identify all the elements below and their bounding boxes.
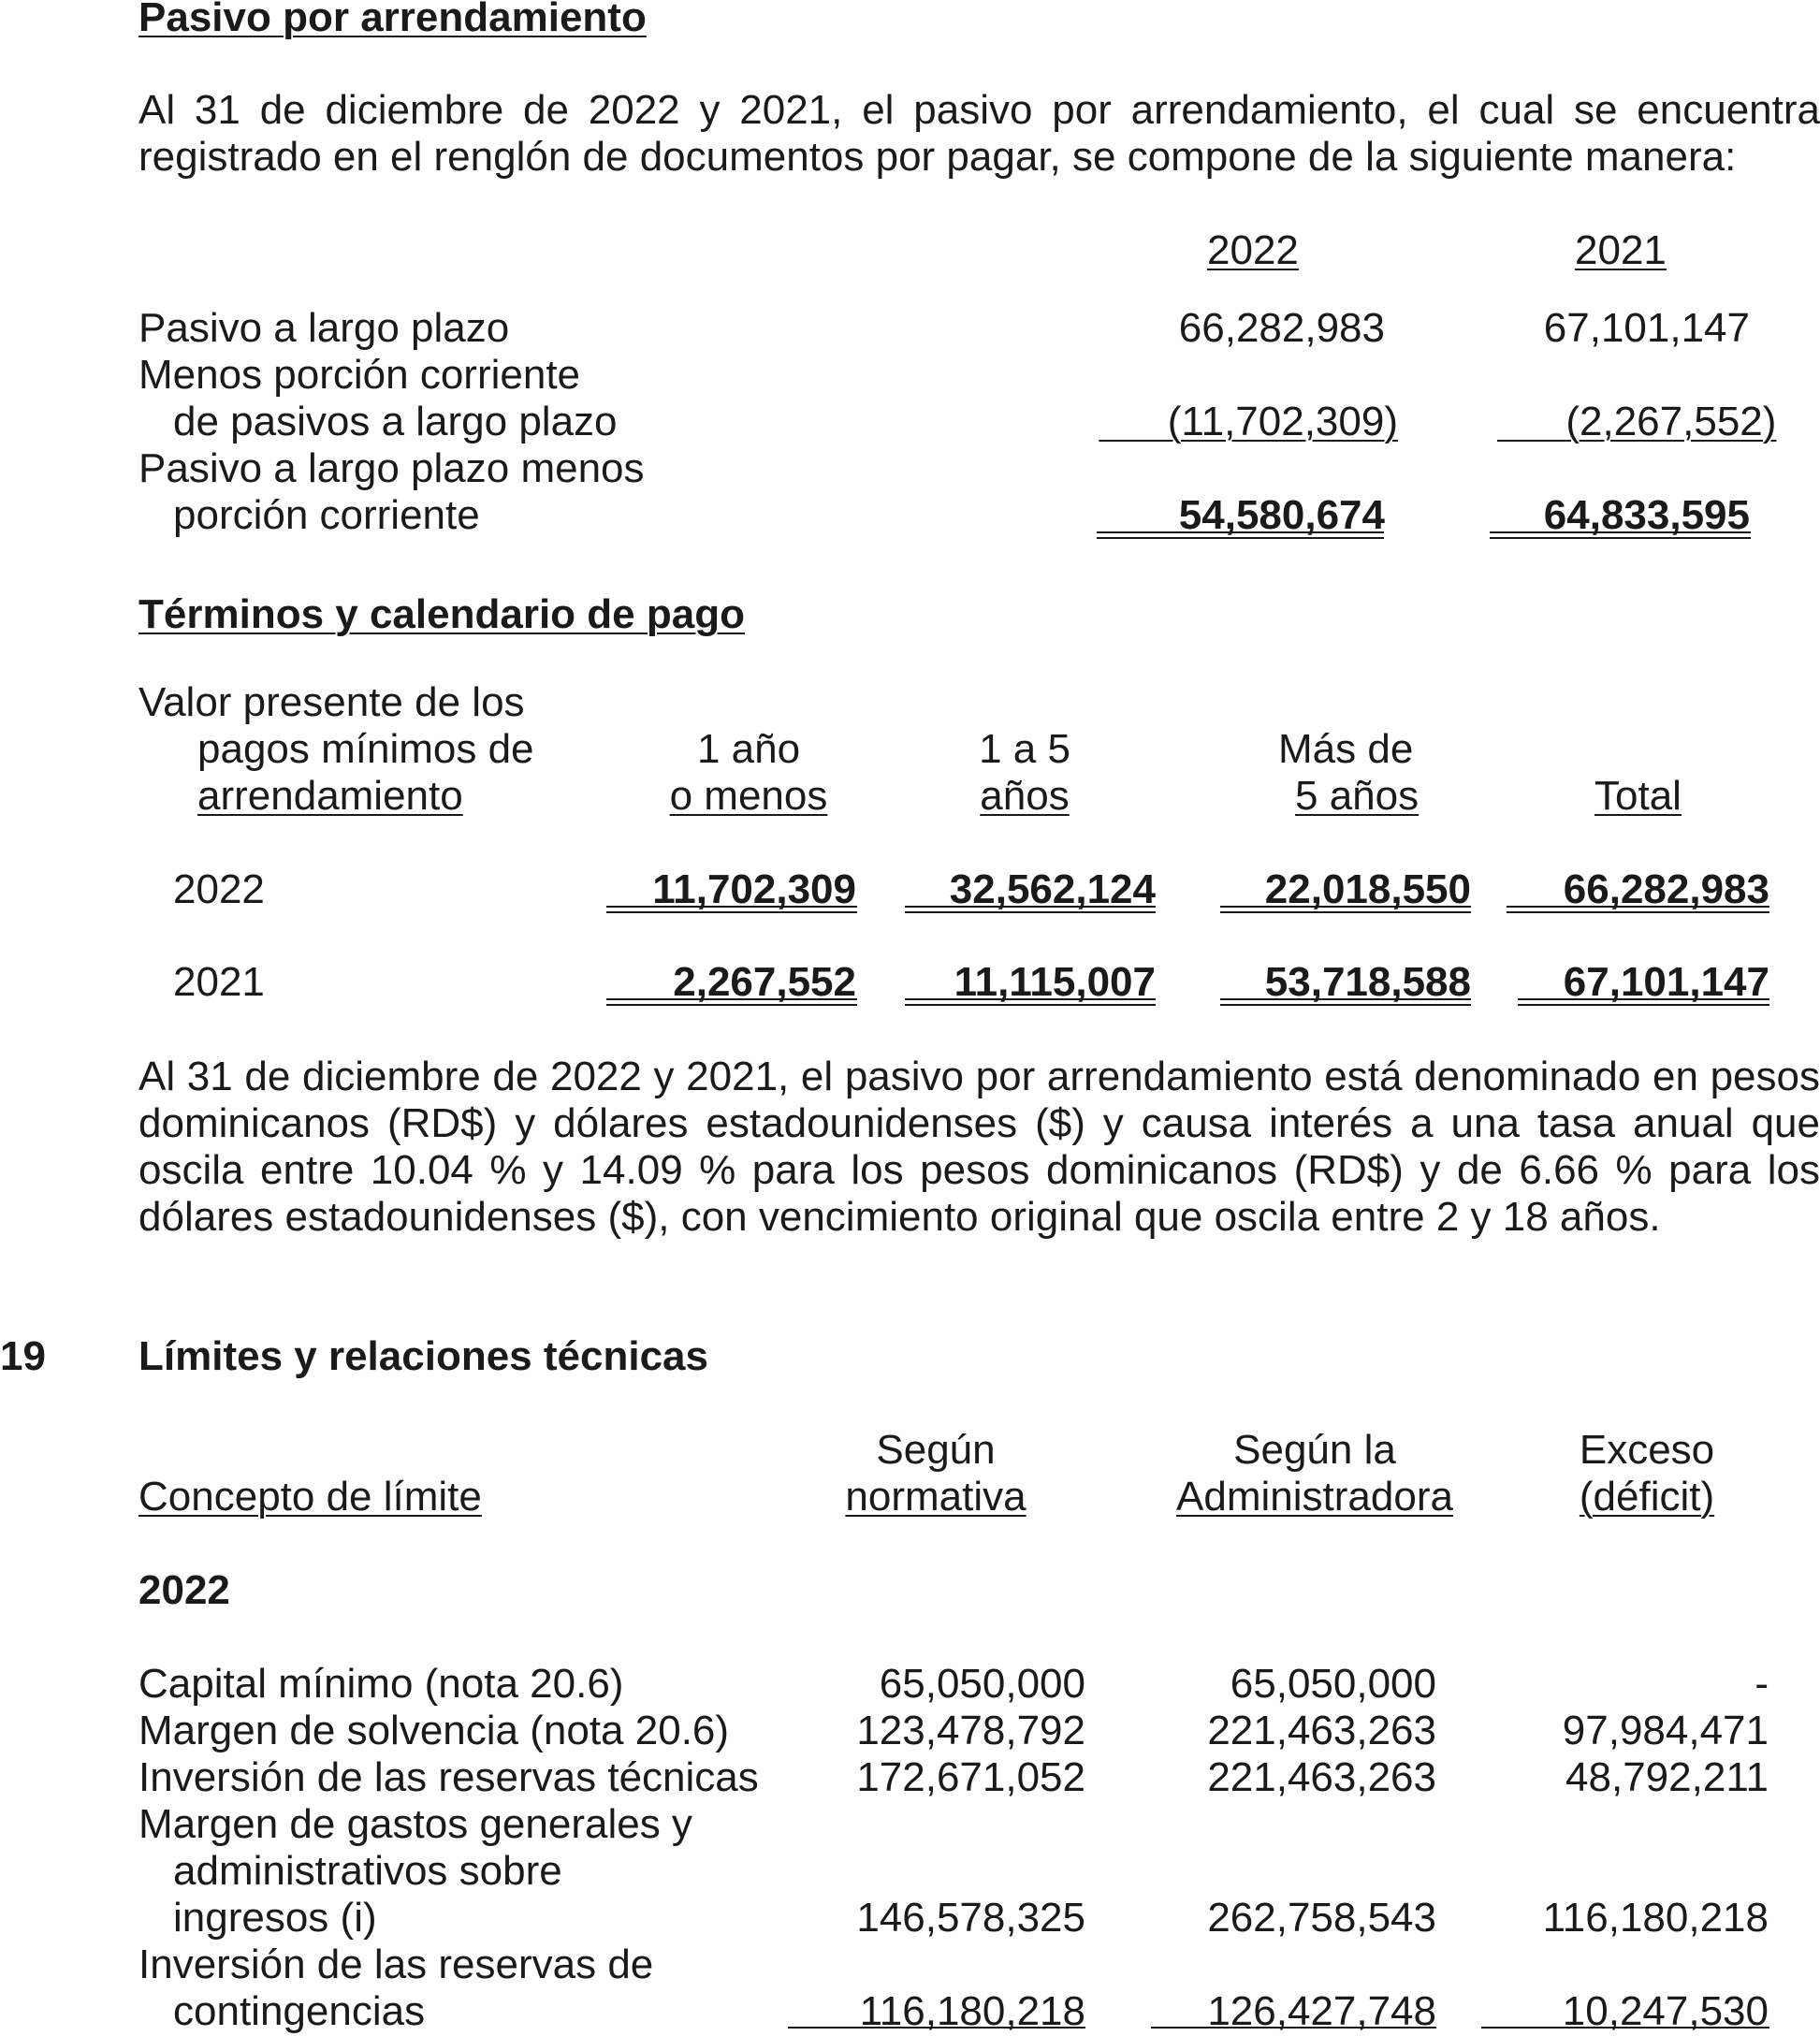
limits-row-label: Margen de gastos generales y bbox=[138, 1801, 692, 1847]
schedule-col1-header: o menos bbox=[669, 773, 828, 819]
schedule-col4-header: Total bbox=[1594, 773, 1682, 819]
schedule-row-cell: 11,702,309 bbox=[652, 866, 856, 912]
total-underline bbox=[1507, 911, 1769, 913]
limits-col-norm-header: normativa bbox=[845, 1474, 1026, 1520]
limits-row-admin: 126,427,748 bbox=[1207, 1988, 1436, 2034]
limits-row-norm: 172,671,052 bbox=[856, 1754, 1085, 1800]
limits-col-excess-header: Exceso bbox=[1579, 1427, 1715, 1473]
lease-row-label-cont: de pasivos a largo plazo bbox=[173, 399, 618, 444]
total-underline bbox=[606, 906, 857, 908]
limits-col-excess-header: (déficit) bbox=[1579, 1474, 1715, 1520]
total-underline bbox=[1518, 1004, 1769, 1006]
total-underline bbox=[1507, 906, 1769, 908]
limits-row-label-cont: administrativos sobre bbox=[173, 1848, 562, 1894]
schedule-row-year: 2022 bbox=[173, 866, 265, 912]
lease-row-value-2021: (2,267,552) bbox=[1565, 399, 1777, 444]
total-underline bbox=[1220, 998, 1471, 1000]
total-underline bbox=[1490, 537, 1751, 539]
limits-row-label-cont: ingresos (i) bbox=[173, 1895, 377, 1941]
lease-row-value-2022: 54,580,674 bbox=[1178, 492, 1385, 538]
total-underline bbox=[905, 911, 1156, 913]
schedule-row-cell: 67,101,147 bbox=[1563, 959, 1769, 1005]
limits-row-admin: 262,758,543 bbox=[1207, 1895, 1436, 1941]
limits-row-label-cont: contingencias bbox=[173, 1988, 426, 2034]
section-number: 19 bbox=[0, 1333, 46, 1379]
limits-row-excess: - bbox=[1754, 1661, 1769, 1707]
total-underline bbox=[1490, 531, 1751, 533]
schedule-col1-header: 1 año bbox=[696, 726, 801, 772]
total-underline bbox=[905, 1004, 1156, 1006]
total-underline bbox=[606, 1004, 857, 1006]
limits-row-norm: 65,050,000 bbox=[879, 1661, 1085, 1707]
total-underline bbox=[1481, 2027, 1769, 2029]
schedule-row-year: 2021 bbox=[173, 959, 265, 1005]
lease-heading: Pasivo por arrendamiento bbox=[138, 0, 647, 40]
schedule-col2-header: 1 a 5 bbox=[979, 726, 1070, 772]
limits-row-excess: 116,180,218 bbox=[1542, 1895, 1769, 1941]
limits-row-norm: 123,478,792 bbox=[856, 1708, 1085, 1753]
schedule-desc-header: pagos mínimos de bbox=[197, 726, 534, 772]
limits-row-label: Inversión de las reservas técnicas bbox=[138, 1754, 759, 1800]
limits-year-label: 2022 bbox=[138, 1567, 230, 1613]
schedule-heading: Términos y calendario de pago bbox=[138, 591, 745, 637]
total-underline bbox=[905, 906, 1156, 908]
lease-row-label-cont: porción corriente bbox=[173, 492, 480, 538]
limits-row-admin: 221,463,263 bbox=[1207, 1754, 1436, 1800]
limits-row-admin: 65,050,000 bbox=[1230, 1661, 1436, 1707]
schedule-row-cell: 22,018,550 bbox=[1264, 866, 1471, 912]
schedule-row-cell: 11,115,007 bbox=[954, 959, 1156, 1005]
schedule-col3-header: Más de bbox=[1278, 726, 1414, 772]
limits-row-excess: 10,247,530 bbox=[1562, 1988, 1769, 2034]
schedule-row-cell: 66,282,983 bbox=[1563, 866, 1769, 912]
limits-row-excess: 48,792,211 bbox=[1565, 1754, 1769, 1800]
schedule-col3-header: 5 años bbox=[1295, 773, 1420, 819]
limits-col-admin-header: Administradora bbox=[1176, 1474, 1453, 1520]
lease-year-2022-header: 2022 bbox=[1207, 227, 1299, 273]
limits-heading: Límites y relaciones técnicas bbox=[138, 1333, 708, 1379]
limits-row-norm: 116,180,218 bbox=[859, 1988, 1085, 2034]
lease-intro-paragraph: Al 31 de diciembre de 2022 y 2021, el pasivo por arrendamiento, el cual se encuentra registrado en el renglón de documentos por pagar, se compone de la siguiente manera: bbox=[138, 87, 1820, 180]
lease-row-value-2021: 67,101,147 bbox=[1543, 305, 1750, 351]
total-underline bbox=[1151, 2027, 1436, 2029]
lease-row-label: Menos porción corriente bbox=[138, 352, 581, 398]
total-underline bbox=[606, 998, 857, 1000]
total-underline bbox=[1220, 906, 1471, 908]
schedule-note-paragraph: Al 31 de diciembre de 2022 y 2021, el pasivo por arrendamiento está denominado en pesos dominicanos (RD$) y dólares estadounidenses ($) y causa interés a una tasa anual que oscila entre 10.04 % y 14.09 % para los pesos dominicanos (RD$) y de 6.66 % para los dólares estadounidenses ($), con vencimiento original que oscila entre 2 y 18 años. bbox=[138, 1054, 1820, 1240]
limits-col-norm-header: Según bbox=[876, 1427, 996, 1473]
total-underline bbox=[1220, 1004, 1471, 1006]
limits-row-excess: 97,984,471 bbox=[1562, 1708, 1769, 1753]
limits-row-label: Inversión de las reservas de bbox=[138, 1941, 654, 1987]
schedule-row-cell: 2,267,552 bbox=[673, 959, 856, 1005]
limits-col-concept-header: Concepto de límite bbox=[138, 1474, 482, 1520]
lease-row-value-2022: (11,702,309) bbox=[1167, 399, 1398, 444]
total-underline bbox=[1097, 531, 1384, 533]
total-underline bbox=[788, 2027, 1085, 2029]
schedule-desc-header: Valor presente de los bbox=[138, 679, 525, 725]
schedule-row-cell: 32,562,124 bbox=[949, 866, 1156, 912]
schedule-col2-header: años bbox=[980, 773, 1070, 819]
lease-row-label: Pasivo a largo plazo bbox=[138, 305, 510, 351]
schedule-desc-header: arrendamiento bbox=[197, 773, 463, 819]
total-underline bbox=[905, 998, 1156, 1000]
limits-row-norm: 146,578,325 bbox=[856, 1895, 1085, 1941]
limits-row-admin: 221,463,263 bbox=[1207, 1708, 1436, 1753]
total-underline bbox=[1097, 537, 1384, 539]
lease-year-2021-header: 2021 bbox=[1575, 227, 1667, 273]
limits-row-label: Margen de solvencia (nota 20.6) bbox=[138, 1708, 730, 1753]
total-underline bbox=[606, 911, 857, 913]
limits-row-label: Capital mínimo (nota 20.6) bbox=[138, 1661, 624, 1707]
schedule-row-cell: 53,718,588 bbox=[1264, 959, 1471, 1005]
total-underline bbox=[1220, 911, 1471, 913]
lease-row-value-2022: 66,282,983 bbox=[1178, 305, 1385, 351]
total-underline bbox=[1518, 998, 1769, 1000]
limits-col-admin-header: Según la bbox=[1233, 1427, 1396, 1473]
lease-row-label: Pasivo a largo plazo menos bbox=[138, 445, 645, 491]
lease-row-value-2021: 64,833,595 bbox=[1543, 492, 1750, 538]
